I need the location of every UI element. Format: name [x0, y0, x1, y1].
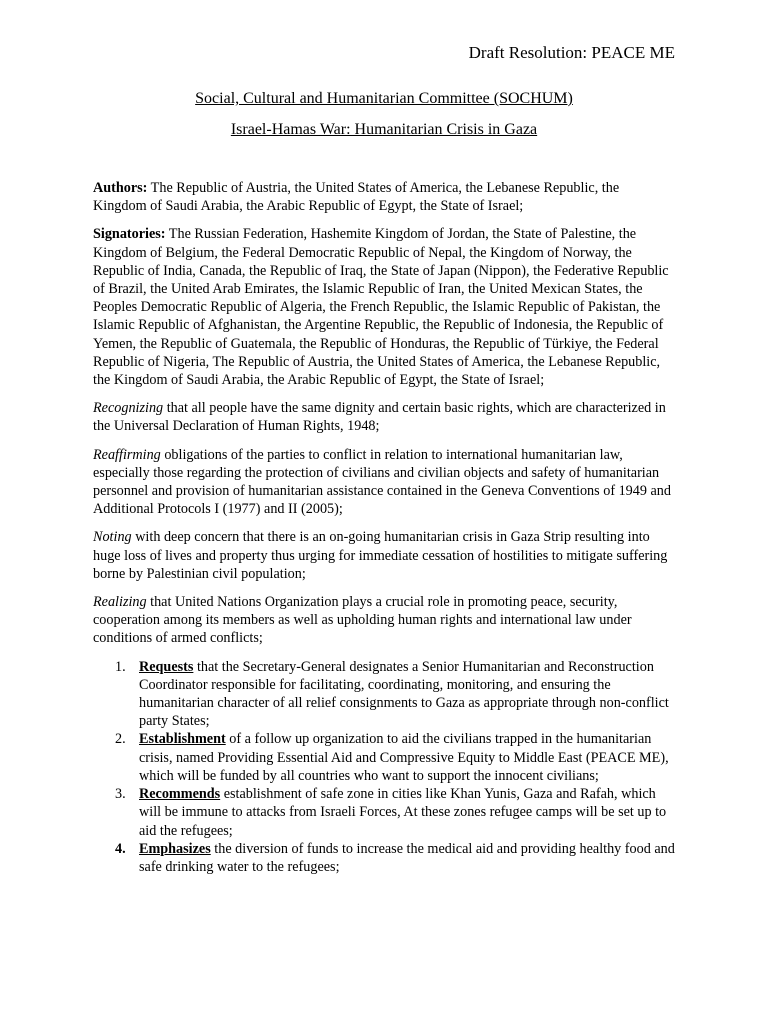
preambulatory-clause — [93, 446, 675, 519]
clause-lead: Recommends — [139, 786, 221, 803]
operative-clause — [93, 658, 675, 731]
clause-lead: Establishment — [139, 731, 226, 748]
clause-number: 1. — [115, 658, 126, 675]
signatories-label: Signatories: — [93, 226, 166, 243]
clause-text: of a follow up organization to aid the civilians trapped in the humanitarian crisis, named Providing Essential Aid and Compressive Equity to Middle East (PEACE ME), which will be funded by all countries who want to support the innocent civilians; — [139, 731, 669, 784]
preambulatory-text: that all people have the same dignity and certain basic rights, which are characterized in the Universal Declaration of Human Rights, 1948; — [93, 400, 666, 435]
operative-clauses-list — [93, 658, 675, 876]
clause-number: 2. — [115, 731, 126, 748]
draft-resolution-label: Draft Resolution: PEACE ME — [468, 43, 675, 62]
clause-text: the diversion of funds to increase the medical aid and providing healthy food and safe drinking water to the refugees; — [139, 840, 675, 875]
preambulatory-text: that United Nations Organization plays a crucial role in promoting peace, security, cooperation among its members as well as upholding human rights and international law under conditions of armed conflicts; — [93, 594, 632, 647]
preambulatory-text: with deep concern that there is an on-going humanitarian crisis in Gaza Strip resulting into huge loss of lives and property thus urging for immediate cessation of hostilities to mitigate suffering borne by Palestinian civil population; — [93, 529, 668, 582]
clause-lead: Emphasizes — [139, 840, 211, 857]
signatories-text: The Russian Federation, Hashemite Kingdom of Jordan, the State of Palestine, the Kingdom of Belgium, the Federal Democratic Republic of Nepal, the Kingdom of Norway, the Republic of India, Canada, the Republic of Iraq, the State of Japan (Nippon), the Federative Republic of Brazil, the United Arab Emirates, the Islamic Republic of Iran, the United Mexican States, the Peoples Democratic Republic of Algeria, the French Republic, the Islamic Republic of Pakistan, the Islamic Republic of Afghanistan, the Argentine Republic, the Republic of Indonesia, the Republic of Yemen, the Republic of Guatemala, the Republic of Honduras, the Republic of Türkiye, the Federal Republic of Nigeria, The Republic of Austria, the United States of America, the Lebanese Republic, the Kingdom of Saudi Arabia, the Arabic Republic of Egypt, the State of Israel; — [93, 226, 669, 389]
operative-clause — [93, 840, 675, 876]
clause-number: 4. — [115, 840, 126, 857]
preambulatory-clause — [93, 593, 675, 648]
clause-number: 3. — [115, 786, 126, 803]
authors-label: Authors: — [93, 180, 148, 196]
operative-clause — [93, 785, 675, 840]
preambulatory-clause — [93, 399, 675, 435]
topic-title: Israel-Hamas War: Humanitarian Crisis in Gaza — [230, 121, 538, 138]
operative-clause — [93, 730, 675, 785]
clause-text: that the Secretary-General designates a Senior Humanitarian and Reconstruction Coordinator responsible for facilitating, coordinating, monitoring, and ensuring the humanitarian character of all relief consignments to Gaza as appropriate through non-conflict party States; — [139, 658, 669, 730]
authors-paragraph — [93, 179, 675, 215]
preambulatory-lead: Realizing — [93, 594, 147, 611]
signatories-paragraph — [93, 225, 675, 389]
preambulatory-text: obligations of the parties to conflict in relation to international humanitarian law, especially those regarding the protection of civilians and civilian objects and safety of humanitarian personnel and provision of humanitarian assistance contained in the Geneva Conventions of 1949 and Additional Protocols I (1977) and II (2005); — [93, 446, 671, 518]
clause-text: establishment of safe zone in cities like Khan Yunis, Gaza and Rafah, which will be immune to attacks from Israeli Forces, At these zones refugee camps will be set up to aid the refugees; — [139, 786, 667, 839]
preambulatory-lead: Reaffirming — [93, 446, 161, 463]
preambulatory-lead: Noting — [93, 529, 132, 546]
authors-text: The Republic of Austria, the United States of America, the Lebanese Republic, the Kingdom of Saudi Arabia, the Arabic Republic of Egypt, the State of Israel; — [93, 180, 620, 215]
preambulatory-lead: Recognizing — [93, 400, 164, 417]
clause-lead: Requests — [139, 658, 194, 675]
resolution-body — [93, 179, 675, 876]
preambulatory-clause — [93, 528, 675, 583]
committee-title: Social, Cultural and Humanitarian Committee (SOCHUM) — [195, 90, 573, 107]
